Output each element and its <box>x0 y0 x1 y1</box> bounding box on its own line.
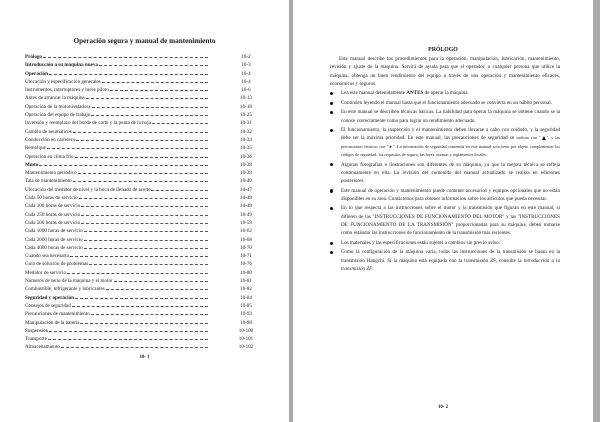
toc-dot-leader <box>72 306 208 307</box>
toc-entry-label: Seguridad y operación <box>25 294 74 301</box>
toc-entry-page: 10-3 <box>241 62 251 69</box>
toc-entry-page: 10-35 <box>240 145 252 152</box>
toc-entry[interactable] <box>25 302 255 310</box>
toc-entry-label: Guía de solución de problemas <box>25 261 89 268</box>
toc-entry-page: 10-48 <box>240 203 252 210</box>
toc-dot-leader <box>73 181 208 182</box>
toc-entry-page: 10-85 <box>240 302 252 309</box>
toc-entry-page: 10-98 <box>240 319 252 326</box>
toc-entry[interactable] <box>25 335 255 343</box>
toc-entry[interactable] <box>25 186 255 194</box>
bullet-icon <box>330 111 333 114</box>
toc-dot-leader <box>49 74 208 75</box>
toc-entry-label: Operación de la motoniveladora <box>25 103 91 110</box>
toc-dot-leader <box>67 273 208 274</box>
toc-entry[interactable] <box>25 327 255 335</box>
toc-entry[interactable] <box>25 194 255 202</box>
page-left-toc <box>0 0 289 422</box>
toc-entry[interactable] <box>25 144 255 152</box>
toc-title: Operación segura y manual de mantenimiento <box>73 37 216 45</box>
toc-entry[interactable] <box>25 86 255 94</box>
toc-entry-label: Cada 50 horas de servicio <box>25 195 78 202</box>
page-number-right: 10- 2 <box>438 405 448 410</box>
toc-entry[interactable] <box>25 285 255 293</box>
toc-entry[interactable] <box>25 211 255 219</box>
toc-dot-leader <box>84 231 208 232</box>
toc-list <box>25 53 255 352</box>
toc-dot-leader <box>70 256 208 257</box>
toc-entry[interactable] <box>25 310 255 318</box>
toc-dot-leader <box>79 198 208 199</box>
toc-entry[interactable] <box>25 61 255 69</box>
toc-dot-leader <box>61 347 208 348</box>
bullet-icon <box>330 251 333 254</box>
toc-entry[interactable] <box>25 277 255 285</box>
toc-entry-label: Cada 500 horas de servicio <box>25 219 81 226</box>
toc-dot-leader <box>73 132 208 133</box>
toc-entry[interactable] <box>25 260 255 268</box>
toc-entry-page: 10-100 <box>238 327 254 334</box>
toc-entry-label: Cada 100 horas de servicio <box>25 203 81 210</box>
toc-dot-leader <box>43 57 208 58</box>
toc-dot-leader <box>86 98 208 99</box>
bullet-icon <box>330 189 333 192</box>
toc-entry-page: 10-25 <box>240 112 252 119</box>
toc-entry-page: 10-59 <box>240 219 252 226</box>
toc-dot-leader <box>151 190 208 191</box>
toc-entry-page: 10-93 <box>240 311 252 318</box>
toc-entry[interactable] <box>25 244 255 252</box>
bullet-item: Algunas fotografías e ilustraciones son diferentes de su máquina, ya que la mejora técnica se refleja continuamente en ella. La revisión del contenido del manual actualizado se realiza en ediciones posteriores. <box>330 161 560 186</box>
toc-entry-page: 10-13 <box>240 95 252 102</box>
toc-entry-page: 10-40 <box>240 178 252 185</box>
toc-entry[interactable] <box>25 136 255 144</box>
toc-dot-leader <box>49 331 208 332</box>
toc-entry[interactable] <box>25 219 255 227</box>
toc-entry-page: 10-101 <box>238 336 254 343</box>
toc-entry-page: 10-4 <box>241 78 251 85</box>
toc-entry[interactable] <box>25 119 255 127</box>
toc-entry-label: Ubicación del medidor de nivel y la boca de llenado de aceite <box>25 186 151 193</box>
bullet-icon <box>330 129 333 132</box>
toc-dot-leader <box>81 206 208 207</box>
toc-entry[interactable] <box>25 103 255 111</box>
toc-dot-leader <box>110 90 208 91</box>
toc-entry-label: Transporte <box>25 336 47 343</box>
toc-dot-leader <box>84 240 208 241</box>
toc-entry[interactable] <box>25 252 255 260</box>
toc-dot-leader <box>84 248 208 249</box>
warning-triangle-icon <box>542 136 546 140</box>
toc-entry-label: Cuando sea necesario <box>25 253 70 260</box>
toc-entry-page: 10-49 <box>240 211 252 218</box>
toc-entry-label: Almacenamiento <box>25 344 60 351</box>
toc-entry-label: Suspensión <box>25 327 49 334</box>
toc-entry-label: Números de serie de la máquina y el motor <box>25 278 113 285</box>
page-number-left: 10- 1 <box>139 355 150 360</box>
toc-entry[interactable] <box>25 227 255 235</box>
toc-dot-leader <box>78 173 208 174</box>
toc-dot-leader <box>152 123 208 124</box>
toc-entry-label: Manipulación de la batería <box>25 319 80 326</box>
toc-entry-label: Operación del equipo de trabajo <box>25 112 91 119</box>
toc-entry-page: 10-39 <box>240 170 252 177</box>
toc-entry[interactable] <box>25 153 255 161</box>
toc-entry-label: Remolque <box>25 145 46 152</box>
prologue-title: PRÓLOGO <box>428 47 458 53</box>
toc-entry-label: Cambio de neumáticos <box>25 128 72 135</box>
toc-dot-leader <box>81 215 208 216</box>
toc-entry-label: Mantenimiento periódico <box>25 170 77 177</box>
bullet-icon <box>330 163 333 166</box>
toc-entry-page: 10-38 <box>240 161 252 168</box>
toc-entry-page: 10-4 <box>241 70 251 77</box>
prologue-intro: Este manual describe los procedimientos para la operación, manipulación, lubricación, mantenimiento, revisión y ajuste de la máquina. Servirá de ayuda para que el operador, o cualquier persona que utilice la máquina, obtenga un buen rendimiento del equipo a través de una operación y mantenimiento eficaces, económicos y seguros. <box>330 56 560 87</box>
toc-dot-leader <box>91 314 208 315</box>
bullet-icon <box>330 92 333 95</box>
toc-entry-page: 10-48 <box>240 195 252 202</box>
toc-entry-page: 10-18 <box>240 103 252 110</box>
toc-entry-label: Inversión y reemplazo del borde de corte y la punta de la hoja <box>25 120 151 127</box>
toc-entry[interactable] <box>25 70 255 78</box>
toc-dot-leader <box>106 289 208 290</box>
bullet-icon <box>330 102 333 105</box>
toc-entry[interactable] <box>25 53 255 61</box>
toc-entry-page: 10-82 <box>240 286 252 293</box>
toc-entry-label: Combustible, refrigerante y lubricantes <box>25 286 105 293</box>
toc-dot-leader <box>76 140 208 141</box>
toc-entry-label: Cada 1000 horas de servicio <box>25 228 83 235</box>
toc-entry-page: 10-76 <box>240 261 252 268</box>
bullet-item: Este manual de operación y mantenimiento puede contener accesorios y equipos opcionales que no están disponibles en su área. Contáctenos para obtener información sobre los artículos que pueda necesitar. <box>330 187 560 204</box>
toc-entry[interactable] <box>25 94 255 102</box>
toc-dot-leader <box>89 264 208 265</box>
toc-entry-page: 10-70 <box>240 244 252 251</box>
toc-entry[interactable] <box>25 269 255 277</box>
page-right-prologue <box>293 0 593 422</box>
toc-dot-leader <box>80 323 208 324</box>
toc-entry-label: Conducción en carretera <box>25 136 75 143</box>
bullet-item: Lea este manual detenidamente ANTES de operar la máquina. <box>330 89 560 97</box>
toc-entry[interactable] <box>25 202 255 210</box>
toc-dot-leader <box>39 165 208 166</box>
toc-entry-page: 10-47 <box>240 186 252 193</box>
toc-entry-label: Consejos de seguridad <box>25 302 71 309</box>
toc-entry-label: Cada 2000 horas de servicio <box>25 236 83 243</box>
toc-entry-page: 10-6 <box>241 87 251 94</box>
toc-entry-page: 10-102 <box>238 344 254 351</box>
toc-dot-leader <box>99 65 208 66</box>
toc-entry[interactable] <box>25 294 255 302</box>
toc-dot-leader <box>75 157 208 158</box>
toc-entry-label: Tala de mantenimiento <box>25 178 72 185</box>
toc-dot-leader <box>92 107 209 108</box>
bullet-item: Como la configuración de la máquina varía, todas las instrucciones de la transmisión se basan en la transmisión Hangchi. Si la máquina está equipada con la transmisión ZF, consulte la introducción a la transmisión ZF. <box>330 248 560 273</box>
toc-entry-page: 10-84 <box>240 294 252 301</box>
toc-entry-page: 10-80 <box>240 269 252 276</box>
toc-dot-leader <box>81 223 208 224</box>
bullet-icon <box>330 242 333 245</box>
toc-entry-label: Mmto <box>25 161 39 168</box>
toc-entry-page: 10-36 <box>240 153 252 160</box>
toc-entry-page: 10-62 <box>240 228 252 235</box>
toc-entry-page: 10-81 <box>240 278 252 285</box>
toc-dot-leader <box>48 339 208 340</box>
toc-entry-page: 10-71 <box>240 253 252 260</box>
toc-entry[interactable] <box>25 161 255 169</box>
toc-entry-label: Introducción a su máquina nueva <box>25 62 98 69</box>
toc-dot-leader <box>102 82 208 83</box>
toc-entry-label: Operación en clima frío <box>25 153 74 160</box>
bullet-item: Los materiales y las especificaciones están sujetos a cambios sin previo aviso. <box>330 239 560 247</box>
toc-dot-leader <box>75 298 208 299</box>
toc-entry-page: 10-68 <box>240 236 252 243</box>
toc-entry-page: 10-2 <box>241 54 251 60</box>
toc-entry[interactable] <box>25 169 255 177</box>
toc-entry-label: Medidor de servicio <box>25 269 67 276</box>
toc-entry-label: Antes de arrancar la máquina <box>25 95 85 102</box>
bullet-item: En lo que respecta a las instrucciones sobre el motor y la transmisión que figuran en este manual, si difieren de las "INSTRUCCIONES DE FUNCIONAMIENTO DEL MOTOR" y las "INSTRUCCIONES DE FUNCIONAMIENTO DE LA TRANSMISIÓN" proporcionadas para su máquina, deben tomarse como estándar las instrucciones de funcionamiento de la transmisión más recientes. <box>330 204 560 237</box>
toc-entry[interactable] <box>25 111 255 119</box>
toc-entry[interactable] <box>25 236 255 244</box>
toc-entry-label: Instrumentos, interruptores y luces piloto <box>25 87 109 94</box>
bullet-item: Continúen leyendo el manual hasta que el funcionamiento adecuado se convierta en un hábito personal. <box>330 99 560 107</box>
bullet-item: El funcionamiento, la inspección y el mantenimiento deben llevarse a cabo con cuidado, y la seguridad debe ser la máxima prioridad. En este manual, las precauciones de seguridad se indican con " ", y las precauciones técnicas con "★". La información de seguridad contenida en este manual solo tiene por objeto complementar los códigos de seguridad, los requisitos de seguro, las leyes, normas y reglamentos locales. <box>330 126 560 159</box>
toc-entry-label: Prólogo <box>25 54 42 60</box>
prologue-body <box>330 55 560 273</box>
bullet-icon <box>330 207 333 210</box>
toc-entry-label: Precauciones de mantenimiento <box>25 311 90 318</box>
toc-entry-label: Cada 4000 horas de servicio <box>25 244 83 251</box>
toc-entry[interactable] <box>25 343 255 351</box>
toc-entry[interactable] <box>25 78 255 86</box>
toc-entry-page: 10-32 <box>240 128 252 135</box>
toc-entry[interactable] <box>25 128 255 136</box>
toc-entry[interactable] <box>25 319 255 327</box>
toc-entry-page: 10-34 <box>240 136 252 143</box>
toc-dot-leader <box>47 148 208 149</box>
toc-entry-label: Ubicación y especificación generales <box>25 78 101 85</box>
bullet-item: En este manual se describen técnicas básicas. La habilidad para operar la máquina se obtiene cuando se la conoce correctamente como para lograr un rendimiento adecuado. <box>330 108 560 125</box>
prologue-bullets <box>330 89 560 273</box>
toc-entry[interactable] <box>25 177 255 185</box>
toc-entry-page: 10-31 <box>240 120 252 127</box>
toc-dot-leader <box>114 281 208 282</box>
toc-entry-label: Cada 250 horas de servicio <box>25 211 81 218</box>
toc-entry-label: Operación <box>25 70 48 77</box>
toc-dot-leader <box>91 115 208 116</box>
